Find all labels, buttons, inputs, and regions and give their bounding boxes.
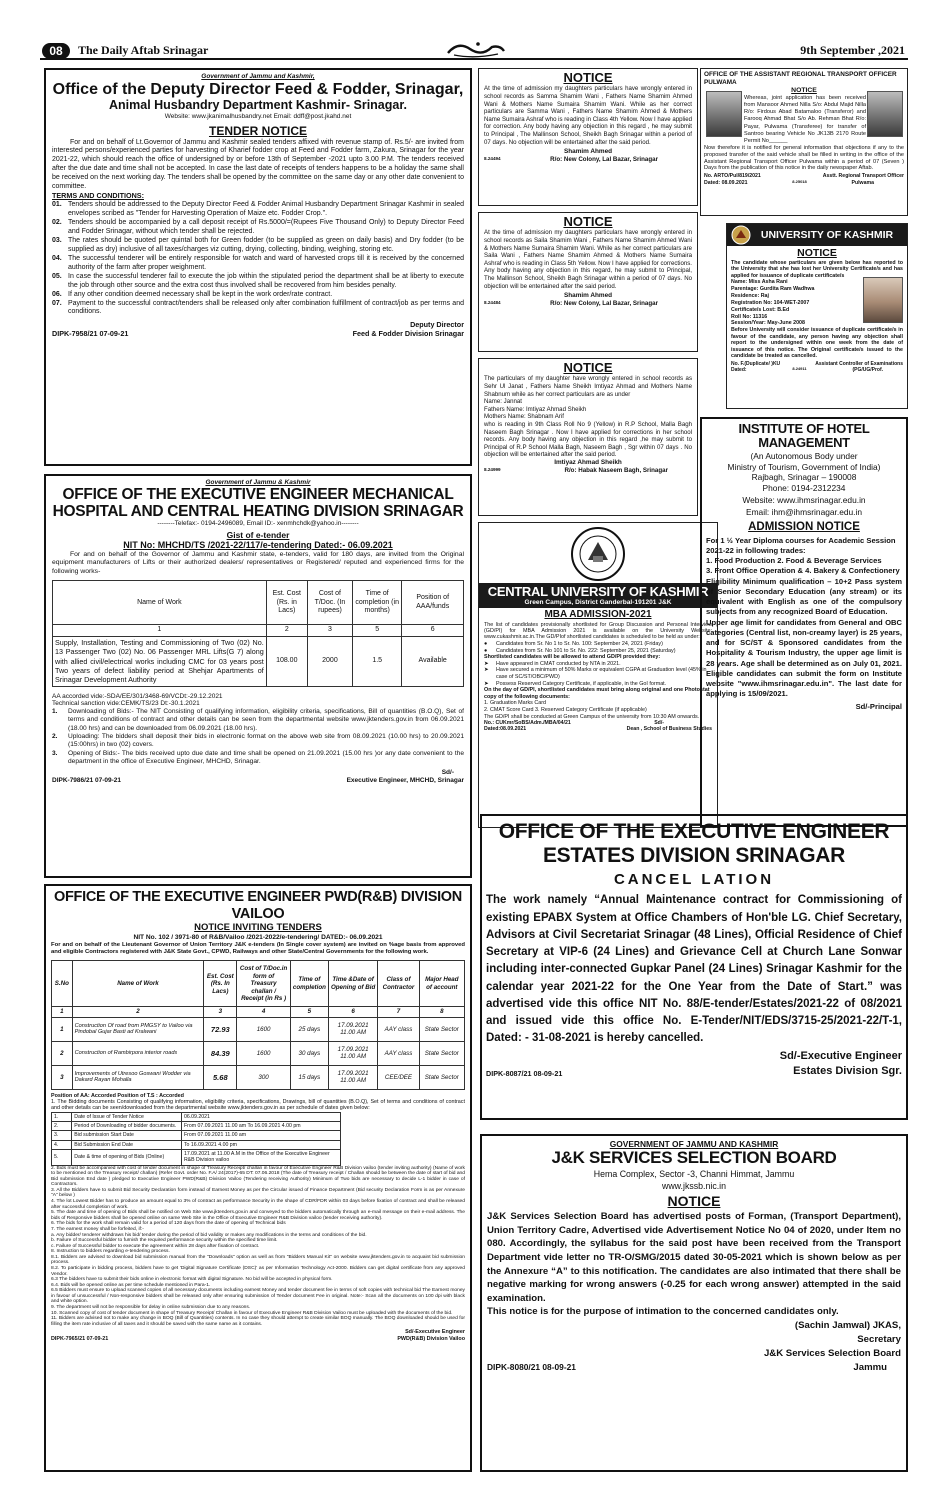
notice-body: Before University will consider issuance of duplicate certificate/s in favour of the candidate, any person having any objection shall report to the undersigned within one week from the date of issuance of this notice. The Original certificate/s issued to the candidate be treated as cancelled. xyxy=(731,327,903,360)
table-header-row xyxy=(53,581,464,625)
address-row xyxy=(484,300,692,308)
table-header: Position of AAA/funds xyxy=(402,581,464,625)
table-header-row: S.No Name of Work Est. Cost (Rs. In Lacs) Cost of T/Doc.in form of Treasury challan / Receipt (in Rs ) Time of completion Time &Date of Opening of Bid Class of Contractor Major Head of account xyxy=(52,961,465,1007)
table-row: 2 Construction of Rambirpora interior roads 84.39 1600 30 days 17.09.2021 11.00 AM AAY class State Sector xyxy=(52,1041,465,1065)
table-row: 1 Construction Of road from PMGSY to Vailoo via Pindobal Gujar Basti ad Kralwani 72.93 1600 25 days 17.09.2021 11.00 AM AAY class State Sector xyxy=(52,1017,465,1041)
signatory: Assistant Controller of Examinations xyxy=(815,360,903,367)
address-row xyxy=(484,467,692,475)
uok-notice-ad xyxy=(726,223,908,409)
header-rule xyxy=(40,58,908,60)
institute-address: Rajbagh, Srinagar – 190008 xyxy=(751,472,857,483)
institute-line-2: Ministry of Tourism, Government of India) xyxy=(727,461,881,472)
funds-position: Available xyxy=(402,636,464,686)
table-row: 4. Bid Submission End Date To 16.09.2021 4.00 pm xyxy=(52,1140,341,1149)
ad-code: 8.24911 xyxy=(792,365,807,371)
notice-title: NOTICE xyxy=(563,214,613,229)
address-row xyxy=(484,156,692,164)
list-item: 6.4. Bids will be opened online as per time schedule mentioned in Para-1. xyxy=(51,1282,211,1288)
ts-line: Technical sanction vide:CEMK/TS/23 Dt:-30.1.2021 xyxy=(52,700,200,708)
terms-list xyxy=(52,201,464,317)
table-row: 2. Period of Downloading of bidder documents. From 07.09.2021 11.00 am To 16.09.2021 4.00 pm xyxy=(52,1121,341,1130)
cuk-logo-area xyxy=(479,523,717,583)
ad-subtitle: NOTICE INVITING TENDERS xyxy=(194,922,322,934)
list-item: 1. Downloading of Bids:- The NIT Consisting of qualifying information, eligibility criteria, specifications, Bill of quantities (B.O.Q), Set of terms and conditions of contract and other details can be seen from the departmental website www.jktenders.gov.in from 06.09.2021 (18.00 hrs) and can be downloaded from 06.09.2021 (18.00 hrs). xyxy=(52,708,464,732)
notice-body: At the time of admission my daughters particulars have wrongly entered in school records as Samma Shamim Wani , Fathers Name Shamim Ahmed Wani & Mothers Name Sumaira Shamim Wani. While as her correct particulars are Samma Wani , Fathers Name Shamim Ahmed & Mothers Name Sumaira Ashraf who is reading in Class 4th Yellow. Now I have applied for correction. Any body having any objection in this regard , he may submit to Principal , The Mallinson School, Sheikh Bagh Srinagar within a period of 07 days. No objection will be entertained after the said period. xyxy=(484,85,692,146)
dated: Dated: xyxy=(731,366,747,373)
term-item: 05. In case the successful tenderer fail to execute the job within the stipulated period the department shall be at liberty to execute the job through other source and the extra cost thus involved shall be recovered from him besides penalty. xyxy=(52,272,464,289)
notice-saila xyxy=(478,212,698,352)
venue-line: The GD/PI shall be conducted at Green Campus of the university from 10:30 AM onwards. xyxy=(484,713,700,720)
signatory: Sd/-Principal xyxy=(855,701,902,711)
field-line: Registration No: 104-WET-2007 xyxy=(731,299,810,306)
applicant-name: Imtiyaz Ahmad Sheikh xyxy=(554,459,622,466)
dipk-number: DIPK-7986/21 07-09-21 xyxy=(52,776,122,784)
uok-banner xyxy=(727,224,907,246)
ihm-admission-ad xyxy=(700,417,908,827)
signatory: Executive Engineer, MHCHD, Srinagar xyxy=(346,776,464,784)
list-item: ➤ Have appeared in CMAT conducted by NTA in 2021. xyxy=(484,660,621,667)
list-item: 1. Food Production 2. Food & Beverage Services xyxy=(706,556,882,566)
notice-jannat xyxy=(478,358,698,516)
signatory-row xyxy=(486,1064,902,1078)
dipk-number: DIPK-7965/21 07-09-21 xyxy=(51,1335,109,1342)
list-item: 3. All the Bidders have to submit Bid Security Declaration form instead of Earnest Money as per the Circular issued of Finance Department (Bid security Declaration Form is as per Annexure "A" below ) xyxy=(51,1187,465,1199)
corrected-fields xyxy=(484,398,692,421)
university-seal-icon xyxy=(568,526,628,582)
table-header: Name of Work xyxy=(53,581,267,625)
paper-name: The Daily Aftab Srinagar xyxy=(78,43,209,57)
signatory-office: (PG/UG/Prof. xyxy=(852,366,883,373)
intro-paragraph: For and on behalf of the Lieutenant Governor of Union Territory J&K e-tenders (In Single cover system) are invited on %age basis from approved and eligible Contractors registered with J&K State Govt., CPWD, Railways and other State/Central Governments for the following work. xyxy=(51,941,465,956)
dated-row xyxy=(484,726,712,732)
term-item: 06. If any other condition deemed necessary shall be kept in the work order/rate contract. xyxy=(52,290,333,298)
reference-number: No. F.(Duplicate/ )KU xyxy=(731,360,781,367)
candidate-photo xyxy=(863,277,903,323)
intro-paragraph: The list of candidates provisionally shortlisted for Group Discussion and Personal Interview (GD/PI) for MBA Admission 2021 is available on the University Website: www.cukashmir.ac.in.The GD/PIof shortlisted candidates is scheduled to be held as under: xyxy=(484,621,712,641)
list-item: c. Failure of Successful bidder to execute the agreement within 28 days after fixation of contract. xyxy=(51,1243,260,1249)
signatory-office: Feed & Fodder Division Srinagar xyxy=(352,329,464,339)
website-line: Website: www.ihmsrinagar.edu.in xyxy=(742,495,866,506)
cancellation-body: The work namely “Annual Maintenance contract for Commissioning of existing EPABX System at Office Chambers of Hon'ble LG. Chief Secretary, Advisors at Civil Secretariat Srinagar (48 Lines), Official Residence of Chief Secretary at VIP-6 (24 Lines) and Grievance Cell at Church Lane Sonwar including inter-connected Gupkar Panel (24 Lines) Srinagar Kashmir for the calendar year 2021-22 for the One Year from the Date of Start.” was advertised vide this office NIT No. 88/E-tender/Estates/2021-22 of 08/2021 and issued vide this office No. E-Tender/NIT/EDS/3715-25/2021-22/T-1, Dated: - 31-08-2021 is hereby cancelled. xyxy=(486,894,902,1045)
completion-time: 1.5 xyxy=(353,636,402,686)
list-item: b. Failure of Successful bidder to furnish the required performance security within the specified time limit. xyxy=(51,1238,278,1244)
intro-paragraph: For and on behalf of the Governor of Jammu and Kashmir state, e-tenders, valid for 180 days, are invited from the Original equipment manufacturers of Lifts or their authorized dealers/ representatives or Registered/ reputed and experienced firms for the following works- xyxy=(52,550,464,575)
term-item: 01. Tenders should be addressed to the Deputy Director Feed & Fodder Animal Husbandry Department Srinagar Kashmir in sealed envelopes scribed as "Tender for Harvesting Operation of Maize etc. Fodder Crop.". xyxy=(52,201,464,217)
table-header: Est. Cost (Rs. in Lacs) xyxy=(266,581,307,625)
signatory: Dean , School of Business Studies xyxy=(626,726,712,733)
list-item: 1. Graduation Marks Card xyxy=(484,700,547,707)
notice-body-2: Now therefore it is notified for general information that objections if any to the proposed transfer of the said vehicle shall be filled in writing in the office of the Assistant Regional Transport Officer Pulwama within a period of 07 (Seven ) Days from the publication of this notice in the daily newspaper Aftab. xyxy=(704,145,904,172)
list-item: ➤ Have secured a minimum of 50% Marks or equivalent CGPA at Graduation level (45% in case of SC/ST/OBC/PWD) xyxy=(484,667,707,680)
ad-title-line2: HOSPITAL AND CENTRAL HEATING DIVISION SRINAGAR xyxy=(52,502,464,520)
list-item: 5. The date and time of opening of Bids shall be notified on Web Site www.jktenders.gov.in and conveyed to the bidders automatically through an e-mail message on their e-mail address. The bids of Responsive bidders shall be opened online on same Web Site in the Office of Executive Engineer R&B Division vailoo (tender receiving authority). xyxy=(51,1210,465,1221)
institute-line-1: (An Autonomous Body under xyxy=(750,450,858,461)
signatory: Asstt. Regional Transport Officer xyxy=(822,173,904,180)
pwd-vailoo-ad xyxy=(44,884,472,1472)
age-paragraph: Upper age limit for candidates from General and OBC categories (Central list, non-creamy layer) is 25 years, and for SC/ST & Sponsored candidates from the Hospitality & Tourism Industry, the upper age limit is 28 years. Age shall be determined as on July 01, 2021. Eligible candidates can submit the form on Institute website "www.ihmsrinagar.edu.in". The last date for applying is 15/09/2021. xyxy=(706,617,902,699)
field-line: Certificate/s Lost: B.Ed xyxy=(731,306,790,313)
list-item: 6.3 The bidders have to submit their bids online in electronic format with digital Signature. No bid will be accepted in physical form. xyxy=(51,1277,333,1283)
ad-title: OFFICE OF THE EXECUTIVE ENGINEER PWD(R&B) DIVISION VAILOO xyxy=(54,889,462,922)
issue-date: 9th September ,2021 xyxy=(800,43,905,57)
applicant-name: Shamim Ahmed xyxy=(563,148,613,156)
ad-title: Office of the Deputy Director Feed & Fodder, Srinagar, xyxy=(52,80,464,98)
list-item: 8.1. Bidders are advised to download bid submission manual from the "Downloads" option as well as from "Bidders Manual Kit" on website www.jktenders.gov.in to acquaint bid submission process. xyxy=(51,1254,465,1266)
signatory-row xyxy=(52,777,464,785)
tdoc-cost: 2000 xyxy=(307,636,352,686)
nit-line: NIT No. 102 / 3971-80 of R&B/Vailoo /2021-2022/e-tendering/ DATED:- 06.09.2021 xyxy=(133,933,383,941)
list-item: ● Candidates from Sr. No 101 to Sr. No. 222: September 25, 2021 (Saturday) xyxy=(484,647,676,654)
field-line: Session/Year: May-June 2008 xyxy=(731,320,805,327)
terms-heading: TERMS AND CONDITIONS: xyxy=(52,191,144,201)
mba-heading: MBA ADMISSION-2021 xyxy=(544,609,652,621)
notice-samma xyxy=(478,68,698,206)
dated-row xyxy=(731,367,903,373)
notice-body-2: This notice is for the purpose of intimation to the concerned candidates only. xyxy=(487,1306,839,1318)
estates-cancellation-ad xyxy=(480,814,908,1120)
list-item: 4. The lot Lowest Bidder has to produce an amount equal to 3% of contract as performance Security in the shape of CDR/FDR within 03 days before fixation of contract and shall be released after successful completion of work. xyxy=(51,1199,465,1210)
notice-title: NOTICE xyxy=(791,86,817,94)
table-row xyxy=(53,636,464,686)
list-item: 6. The bids for the work shall remain valid for a period of 120 days from the date of opening of Technical bids xyxy=(51,1221,286,1227)
dipk-number: DIPK-8087/21 08-09-21 xyxy=(486,1069,563,1079)
signatory-office: Pulwama xyxy=(851,179,874,186)
notice-title: NOTICE xyxy=(797,247,837,259)
transferee-photo xyxy=(867,91,903,137)
table-header: Cost of T/Doc. (In rupees) xyxy=(307,581,352,625)
reference-number: No.: CUKmr/SoBS/Adm./MBA/04/21 xyxy=(484,720,571,727)
campus-line: Green Campus, District Ganderbal-191201 J&K xyxy=(524,599,672,607)
signatory: Deputy Director xyxy=(410,320,464,330)
phone-line: Phone: 0194-2312234 xyxy=(762,483,846,494)
signatory-city: Jammu xyxy=(853,1361,887,1373)
table-number-row: 1 2 3 4 5 6 7 8 xyxy=(52,1007,465,1018)
term-item: 07. Payment to the successful contract/tenders shall be released only after combination fulfillment of contract/job as per terms and conditions. xyxy=(52,299,464,316)
office-title-line2: ESTATES DIVISION SRINAGAR xyxy=(542,843,846,867)
govt-line: Government of Jammu & Kashmir xyxy=(205,479,311,486)
list-item: 11. Bidders are advised not to make any change in BOQ (Bill of Quantities) contents. In no case they should attempt to create similar BOQ manually. The BOQ downloaded should be used for filling the item rate inclusive of all taxes and it should be saved with the same name as it contains. xyxy=(51,1316,465,1327)
signatory: Sd/-Executive Engineer xyxy=(779,1049,902,1062)
est-cost: 108.00 xyxy=(266,636,307,686)
term-item: 04. The successful tenderer will be entirely responsible for watch and ward of harvested crops till it is received by the concerned authority of the farm after proper weighment. xyxy=(52,254,464,271)
board-website: www.jkssb.nic.in xyxy=(661,1181,727,1192)
list-item: 10. Scanned copy of cost of tender document in shape of Treasury Receipt/ Challan in favour of Executive Engineer R&B Division Vailoo must be uploaded with the documents of the bid. xyxy=(51,1310,453,1316)
field-line: Roll No: 11316 xyxy=(731,313,768,320)
docs-list xyxy=(484,700,712,713)
trades-list xyxy=(706,556,902,577)
board-address: Hema Complex, Sector -3, Channi Himmat, Jammu xyxy=(593,1168,795,1179)
list-item: 9. The department will not be responsible for delay in online submission due to any reasons. xyxy=(51,1305,251,1311)
list-item: 2. Uploading: The bidders shall deposit their bids in electronic format on the above web site from 08.09.2021 (10.00 hrs) to 20.09.2021 (15:00hrs) in two (02) covers. xyxy=(52,732,464,749)
position-line: Position of AA: Accorded Position of T.S : Accorded xyxy=(51,1092,184,1099)
nit-line: NIT No: MHCHD/TS /2021-22/117/e-tendering Dated:- 06.09.2021 xyxy=(123,539,393,550)
list-item: 3. Front Office Operation & 4. Bakery & Confectionery xyxy=(706,566,900,576)
table-number-row: 1 2 3 5 6 xyxy=(53,625,464,637)
signatory-designation: Secretary xyxy=(857,1333,901,1345)
notice-title: NOTICE xyxy=(563,360,613,375)
notice-title: NOTICE xyxy=(563,70,613,85)
bid-points xyxy=(52,708,464,766)
office-title-line1: OFFICE OF THE EXECUTIVE ENGINEER xyxy=(498,820,890,843)
notice-body: The particulars of my daughter have wrongly entered in school records as Sehr Ul Janat , Fathers Name Sheikh Imtiyaz Ahmad and Mothers Name Shabnum while as her correct particulars are as under xyxy=(484,375,692,398)
work-description: Supply, Installation, Testing and Commissioning of Two (02) No. 13 Passenger Two (02) No. 06 Passenger MRL Lifts(G 7) along with allied civil/electrical works including CMC for 03 years post Two years of defect liability period at Shehjar Apartments of Srinagar Development Authority xyxy=(53,636,267,686)
dated: Dated: 08.09.2021 xyxy=(704,179,748,186)
field-line: Name: Jannat xyxy=(484,398,522,406)
field-line: Name: Miss Asha Rani xyxy=(731,279,788,286)
transferor-photo xyxy=(706,91,742,137)
mechanical-division-ad xyxy=(44,474,472,878)
signatory: Sd/-Executive Engineer xyxy=(405,1329,465,1336)
ad-code: 8.24999 xyxy=(484,466,501,472)
sd-mark: Sd/- xyxy=(654,720,664,727)
list-item: ➤ Possess Reserved Category Certificate, if applicable, in the GoI format. xyxy=(484,680,667,687)
cuk-mba-ad xyxy=(478,522,718,828)
feed-fodder-ad xyxy=(44,68,472,466)
board-name: J&K SERVICES SELECTION BOARD xyxy=(551,1148,837,1168)
schedule-list xyxy=(484,641,712,654)
list-item: 8. Instruction to bidders regarding e-tendering process. xyxy=(51,1249,170,1255)
table-row: 1. Date of Issue of Tender Notice 06.09.2021 xyxy=(52,1112,341,1121)
dated: Dated:08.09.2021 xyxy=(484,726,527,733)
dipk-number: DIPK-8080/21 08-09-21 xyxy=(487,1361,576,1372)
list-item: 6.5 Bidders must ensure to upload scanned copies of all necessary documents including earnest Money and tender document fee in terms of soft copies with technical bid The Earnest money in favour of unsuccessful / Non-responsive bidders shall be released only after ensuring submission of Tender document Fee in original. Note:- Scan all the documents on 100 dpi with black and white option. xyxy=(51,1288,465,1305)
notice-body: Whereas, joint application has been received from Mansoor Ahmed Nilla S/o: Abdul Majid Nilla R/o: Firdous Abad Batamaloo (Transferor) and Farooq Ahmad Bhat S/o Ab. Rehman Bhat R/o: Payar, Pulwama (Transferee) for transfer of Santroo bearing Vehicle No JK13B 2170 Route Permit No______ xyxy=(744,94,866,144)
sd-mark: Sd/- xyxy=(441,769,454,777)
gist-heading: Gist of e-tender xyxy=(226,529,290,540)
rto-pulwama-ad xyxy=(700,68,908,216)
signatory-name: (Sachin Jamwal) JKAS, xyxy=(794,1319,901,1331)
term-item: 02. Tenders should be accompanied by a call deposit receipt of Rs.5000/=(Rupees Five Thousand Only) to Deputy Director Feed and Fodder Srinagar, without which tender shall be rejected. xyxy=(52,218,464,235)
eligibility-list xyxy=(484,661,712,687)
signatory-row xyxy=(51,1336,465,1342)
intro-paragraph: The candidate whose particulars are given below has reported to the University that she has lost her University Certificate/s and has applied for issuance of duplicate certificate/s xyxy=(731,259,903,279)
page-number: 08 xyxy=(42,43,70,59)
eligibility-intro: Shortlisted candidates will be allowed to attend GD/PI provided they: xyxy=(484,654,661,661)
works-table xyxy=(51,960,465,1090)
table-row: 3. Bid submission Start Date From 07.09.2021 11.00 am xyxy=(52,1131,341,1140)
website-line: Website: www.jkanimalhusbandry.net Email: ddff@post.jkahd.net xyxy=(164,113,352,121)
applicant-address: R/o: Habak Naseem Bagh, Srinagar xyxy=(564,466,668,474)
table-row: 5. Date & time of opening of Bids (Online) 17.09.2021 at 11.00 A.M in the Office of the Executive Engineer R&B Division vailoo xyxy=(52,1149,341,1165)
office-title: OFFICE OF THE ASSISTANT REGIONAL TRANSPORT OFFICER PULWAMA xyxy=(704,71,897,86)
eligibility-paragraph: Eligibility Minimum qualification – 10+2 Pass system of Senior Secondary Education (any stream) or its equivalent with English as one of the compulsory subjects from any recognized Board of Education. xyxy=(706,576,902,617)
ad-subtitle: Animal Husbandry Department Kashmir- Srinagar. xyxy=(109,98,407,113)
signatory-office: Estates Division Sgr. xyxy=(793,1065,902,1078)
signatory-row xyxy=(487,1361,901,1375)
dipk-number: DIPK-7958/21 07-09-21 xyxy=(52,329,129,339)
govt-line: Government of Jammu and Kashmir, xyxy=(201,73,315,80)
notice-body-2: who is reading in 9th Class Roll No 9 (Yellow) in R.P School, Malla Bagh Naseem Bagh Srinagar . Now I have applied for corrections in her school records. Any body having any objection in this regard ,he may submit to Principal of R.P School Malla Bagh, Naseem Bagh , Sgr within 07 days . No objection will be entertained after the said period. xyxy=(484,420,692,459)
intro-paragraph: For 1 ½ Year Diploma courses for Academic Session 2021-22 in following trades: xyxy=(706,535,896,555)
schedule-table xyxy=(51,1112,341,1166)
university-name: UNIVERSITY OF KASHMIR xyxy=(760,229,894,241)
govt-line: GOVERNMENT OF JAMMU AND KASHMIR xyxy=(609,1139,779,1149)
applicant-address: R/o: New Colony, Lal Bazar, Srinagar xyxy=(550,299,658,307)
list-item: 7. The earnest money shall be forfeited, if:- xyxy=(51,1226,144,1232)
applicant-name: Shamim Ahmed xyxy=(563,292,613,300)
ad-title-line1: OFFICE OF THE EXECUTIVE ENGINEER MECHANICAL xyxy=(62,485,454,503)
ad-code: 8.24484 xyxy=(484,299,501,305)
intro-paragraph: For and on behalf of Lt.Governor of Jammu and Kashmir sealed tenders affixed with revenue stamp of. Rs.5/- are invited from interested persons/experienced parties for harvesting of Kharief fodder crop at Feed and Fodder farm, Zakura, Srinagar for the year 2021-22, which should reach the office of undersigned by or before 13th of September -2021 upto 3.00 P.M. The tenders received after the due date and time shall not be accepted. In case the last date of receipts of tenders happens to be a holiday the same shall be received on the next working day. The tenders shall be opened by the committee on the same day or any other date convenient to committee. xyxy=(52,138,464,191)
notice-heading: TENDER NOTICE xyxy=(208,123,307,138)
list-item: 8.2. To participate in bidding process, bidders have to get 'Digital Signature Certificate (DSC)' as per Information Technology Act-2000. Bidders can get digital certificate from any approved Vendor. xyxy=(51,1266,465,1277)
list-item: 3. Opening of Bids:- The bids received upto due date and time shall be opened on 21.09.2021 (15.00 hrs )or any date convenient to the department in the office of Executive Engineer, MHCHD, Srinagar. xyxy=(52,749,464,765)
fine-points xyxy=(51,1166,465,1328)
applicant-address: R/o: New Colony, Lal Bazar, Srinagar xyxy=(550,155,658,163)
email-line: Email: ihm@ihmsrinagar.edu.in xyxy=(745,506,863,517)
notice-body: At the time of admission my daughters particulars have wrongly entered in school records as Saila Shamim Wani , Fathers Name Shamim Ahmed Wani & Mothers Name Sumaira Shamim Wani. While as her correct particulars are Saila Wani , Fathers Name Shamim Ahmed & Mothers Name Sumaira Ashraf who is reading in Class 5th Yellow. Now I have applied for corrections. Any body having any objection in this regard, he may submit to Principal, The Mallinson School, Sheikh Bagh Srinagar within a period of 07 days. No objection will be entertained after the said period. xyxy=(484,229,692,290)
field-line: Mothers Name: Shabnam Arif xyxy=(484,413,564,421)
field-line: Residence: Raj xyxy=(731,292,769,299)
signatory-row xyxy=(52,330,464,339)
jkssb-notice-ad xyxy=(480,1134,908,1472)
list-item: 2. Bids must be accompanied with cost of tender document in shape of Treasury Receipt/ challan in favour of Executive Engineer R&B Division vailoo (tender inviting authority) (Name of work to be mentioned on the Treasury receipt/ challan) (Refer Govt. order No. F.A/ 24(2017)-65 DT: 07.06.2018 (The date of Treasury receipt / Challan should be between the date of start of bid and Bid submission End date ) pledged to Executive Engineer PWD(R&B) Division Vailoo (Tendering receiving Authority) Minimum of Two bids are necessary to decide L-1 bidder in case of Contractors. xyxy=(51,1165,465,1188)
aa-line: AA accorded vide:-SDA/EE/301/3468-69/VCDt:-29.12.2021 xyxy=(52,692,223,700)
institute-name: INSTITUTE OF HOTEL MANAGEMENT xyxy=(738,421,870,451)
works-table xyxy=(52,580,464,686)
notice-title: NOTICE xyxy=(667,1192,721,1209)
university-name: CENTRAL UNIVERSITY OF KASHMIR xyxy=(487,584,709,599)
table-row: 3 Improvements of Utresoo Goswani Wodder via Dakard Rayan Mohalla 5.68 300 15 days 17.09.2021 11.00 AM CEE/DEE State Sector xyxy=(52,1065,465,1089)
docs-intro: On the day of GD/PI, shortlisted candidates must bring along original and one Photostat copy of the following documents: xyxy=(484,687,710,700)
list-item: a. Any bidder/ tenderer withdraws his bid/ tender during the period of bid validity or makes any modifications in the terms and conditions of the bid. xyxy=(51,1232,367,1238)
fine-intro: 1. The Bidding documents Consisting of qualifying information, eligibility criteria, specifications, Drawings, bill of quantities (B.O.Q), Set of terms and conditions of contract and other details can be seen/downloaded from the departmental website www.jktenders.gov.in as per schedule of dates given below: xyxy=(51,1099,465,1112)
table-header: Time of completion (in months) xyxy=(353,581,402,625)
list-item: ● Candidates from Sr. No 1 to Sr. No. 100: September 24, 2021 (Friday) xyxy=(484,640,663,647)
cuk-banner xyxy=(479,583,717,608)
term-item: 03. The rates should be quoted per quintal both for Green fodder (to be supplied as green on daily basis) and Dry fodder (to be supplied as dry) inclusive of all taxes/charges viz cutting, drying, collecting, binding, weighing, storing etc. xyxy=(52,236,464,253)
ad-code: 8.25018 xyxy=(792,178,807,184)
signatory-office: PWD(R&B) Division Vailoo xyxy=(397,1335,465,1342)
university-emblem-icon xyxy=(731,225,751,245)
field-line: Fathers Name: Imtiyaz Ahmad Sheikh xyxy=(484,405,587,413)
notice-body: J&K Services Selection Board has advertised posts of Forman, (Transport Department), Union Territory Cadre, Advertised vide Advertisement Notice No 04 of 2020, under Item no 080. Accordingly, the syllabus for the said post have been received from the Transport Department vide letter no TR-O/SMG/2015 dated 30-05-2021 which is shown below as per the Annexure “A” to this notification. The candidates are also intimated that there shall be negative marking for wrong answers (-0.25 for each wrong answer) attempted in the said examination. xyxy=(487,1211,901,1304)
ad-code: 8.24494 xyxy=(484,155,501,161)
dated-row xyxy=(704,180,904,186)
cancellation-heading: CANCEL LATION xyxy=(613,871,775,889)
reference-number: No. ARTO/Pul/819/2021 xyxy=(704,173,761,180)
list-item: 2. CMAT Score Card 3. Reserved Category Certificate (if applicable) xyxy=(484,706,647,713)
admission-heading: ADMISSION NOTICE xyxy=(748,520,860,533)
field-line: Parentage: Gurdita Ram Wadhwa xyxy=(731,286,815,293)
masthead-logo-icon xyxy=(444,37,508,59)
contact-line: --------Telefax:- 0194-2496089, Email ID:- xenmhchdk@yahoo.in-------- xyxy=(157,519,359,527)
signatory-office: J&K Services Selection Board xyxy=(763,1347,901,1359)
